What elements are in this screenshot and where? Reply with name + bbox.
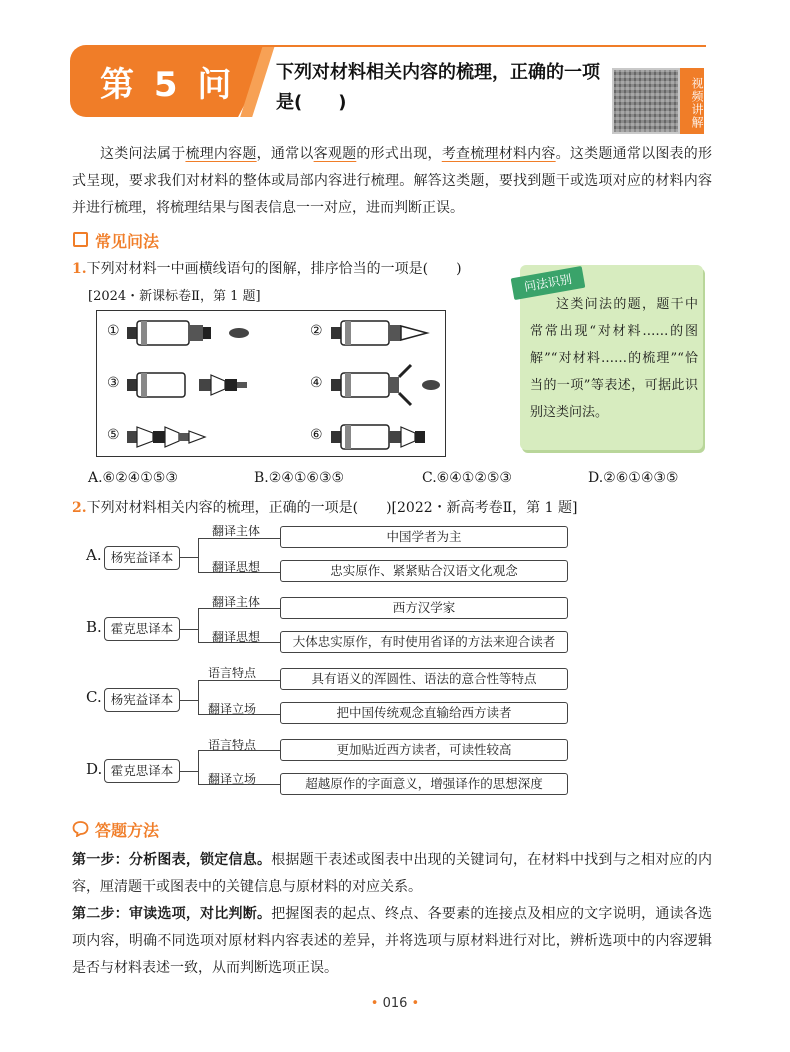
q1-option-c[interactable]: C.⑥④①②⑤③ — [422, 470, 512, 486]
header-question: 下列对材料相关内容的梳理，正确的一项是( ) — [276, 62, 600, 113]
target-box-1: 西方汉学家 — [280, 597, 568, 619]
branch-label-1: 语言特点 — [208, 666, 257, 680]
page-number: • 016 • — [370, 996, 420, 1011]
option-letter: C. — [86, 688, 102, 706]
target-box-1: 中国学者为主 — [280, 526, 568, 548]
option-letter: A. — [86, 546, 102, 564]
branch-line — [198, 538, 199, 572]
chat-bubble-icon — [72, 820, 89, 837]
center-box: 杨宪益译本 — [104, 546, 180, 570]
branch-label-2: 翻译立场 — [208, 702, 257, 716]
rocket-figure-2 — [329, 317, 444, 349]
question-1-source: [2024・新课标卷Ⅱ，第 1 题] — [88, 289, 261, 304]
branch-line — [180, 771, 198, 772]
q1-option-d[interactable]: D.②⑥①④③⑤ — [588, 470, 679, 486]
q1-option-b[interactable]: B.②④①⑥③⑤ — [254, 470, 345, 486]
option-letter: B. — [86, 618, 102, 636]
target-box-2: 大体忠实原作，有时使用省译的方法来迎合读者 — [280, 631, 568, 653]
target-box-2: 忠实原作、紧紧贴合汉语文化观念 — [280, 560, 568, 582]
diagram-label-3: ③ — [107, 375, 120, 391]
option-letter: D. — [86, 760, 103, 778]
question-1: 1.下列对材料一中画横线语句的图解，排序恰当的一项是( ) — [72, 261, 462, 277]
branch-line — [198, 750, 199, 784]
target-box-1: 更加贴近西方读者，可读性较高 — [280, 739, 568, 761]
note-tag: 问法识别 — [511, 266, 586, 300]
note-text: 这类问法的题，题干中常常出现“对材料……的图解”“对材料……的梳理”“恰当的一项”等表述，可据此识别这类问法。 — [530, 297, 698, 420]
target-box-2: 超越原作的字面意义，增强译作的思想深度 — [280, 773, 568, 795]
branch-label-1: 翻译主体 — [212, 524, 261, 538]
diagram-label-2: ② — [310, 323, 323, 339]
header-rule — [258, 45, 706, 47]
diagram-label-5: ⑤ — [107, 427, 120, 443]
center-box: 霍克思译本 — [104, 759, 180, 783]
branch-label-2: 翻译立场 — [208, 772, 257, 786]
branch-label-2: 翻译思想 — [212, 630, 261, 644]
qr-code-icon[interactable] — [612, 68, 680, 134]
intro-paragraph: 这类问法属于梳理内容题，通常以客观题的形式出现，考查梳理材料内容。这类题通常以图表的形式呈现，要求我们对材料的整体或局部内容进行梳理。解答这类题，要找到题干或选项对应的材料内容并进行梳理，将梳理结果与图表信息一一对应，进而判断正误。 — [72, 146, 713, 216]
branch-line — [198, 608, 199, 642]
diagram-label-6: ⑥ — [310, 427, 323, 443]
branch-label-2: 翻译思想 — [212, 560, 261, 574]
diagram-label-4: ④ — [310, 375, 323, 391]
method-step-1: 第一步：分析图表，锁定信息。根据题干表述或图表中出现的关键词句，在材料中找到与之相对应的内容，厘清题干或图表中的关键信息与原材料的对应关系。 — [72, 852, 713, 895]
branch-line — [180, 629, 198, 630]
rocket-figure-4 — [329, 361, 444, 411]
branch-line — [198, 680, 199, 714]
page-title: 第 5 问 — [100, 65, 236, 105]
branch-label-1: 翻译主体 — [212, 595, 261, 609]
target-box-2: 把中国传统观念直输给西方读者 — [280, 702, 568, 724]
target-box-1: 具有语义的浑圆性、语法的意合性等特点 — [280, 668, 568, 690]
rocket-figure-6 — [329, 421, 444, 453]
rocket-diagram — [96, 310, 446, 457]
q1-option-a[interactable]: A.⑥②④①⑤③ — [88, 470, 178, 486]
center-box: 霍克思译本 — [104, 617, 180, 641]
rocket-figure-3 — [125, 369, 275, 401]
section-common-title: 常见问法 — [95, 232, 160, 251]
video-explain-tab[interactable]: 视频讲解 — [680, 68, 704, 134]
question-2: 2.下列对材料相关内容的梳理，正确的一项是( )[2022・新高考卷Ⅱ，第 1 题] — [72, 500, 578, 516]
branch-label-1: 语言特点 — [208, 738, 257, 752]
method-step-2: 第二步：审读选项，对比判断。把握图表的起点、终点、各要素的连接点及相应的文字说明，通读各选项内容，明确不同选项对原材料内容表述的差异，并将选项与原材料进行对比，辨析选项中的内容逻辑是否与材料表述一致，从而判断选项正误。 — [72, 906, 713, 976]
rocket-figure-1 — [125, 317, 275, 349]
section-method-title: 答题方法 — [95, 821, 160, 840]
rocket-figure-5 — [125, 421, 235, 453]
diagram-label-1: ① — [107, 323, 120, 339]
branch-line — [180, 557, 198, 558]
branch-line — [180, 700, 198, 701]
center-box: 杨宪益译本 — [104, 688, 180, 712]
notebook-icon — [73, 232, 88, 247]
